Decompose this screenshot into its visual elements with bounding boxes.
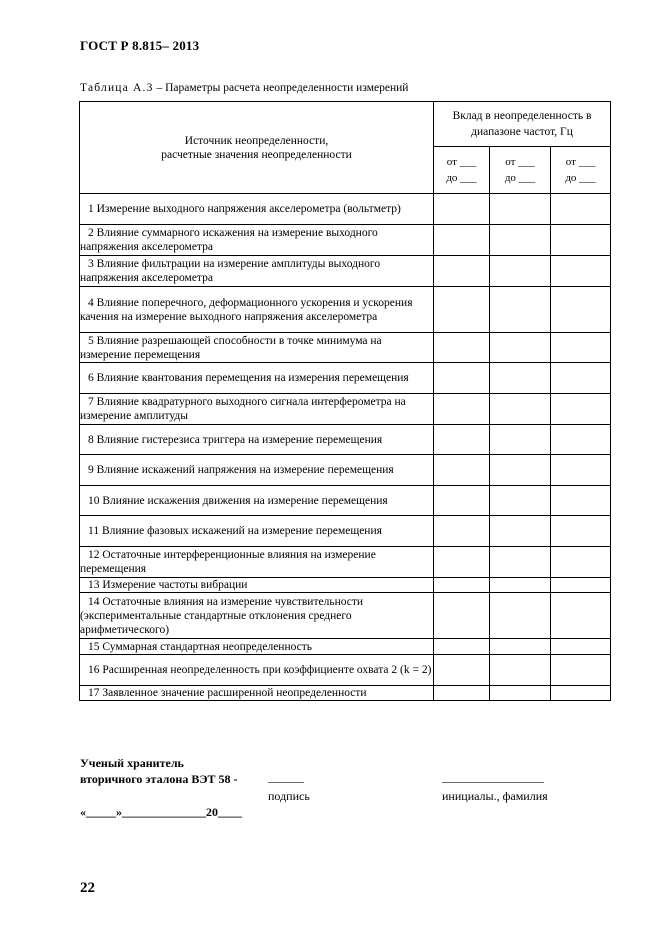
table-cell xyxy=(434,547,490,578)
table-cell xyxy=(490,547,551,578)
table-row: 4 Влияние поперечного, деформационного ускорения и ускорения качения на измерение выходного напряжения акселерометра xyxy=(80,287,434,333)
table-cell xyxy=(434,394,490,425)
signature-caption: подпись xyxy=(268,789,310,803)
table-cell xyxy=(434,455,490,486)
table-cell xyxy=(551,516,611,547)
table-cell xyxy=(434,516,490,547)
table-cell xyxy=(490,194,551,225)
initials-caption: инициалы., фамилия xyxy=(442,789,548,803)
table-row: 14 Остаточные влияния на измерение чувствительности (экспериментальные стандартные отклонения среднего арифметического) xyxy=(80,593,434,639)
table-cell xyxy=(490,333,551,363)
table-cell xyxy=(551,287,611,333)
table-cell xyxy=(434,655,490,686)
table-cell xyxy=(490,655,551,686)
table-row: 8 Влияние гистерезиса триггера на измерение перемещения xyxy=(80,425,434,455)
table-cell xyxy=(490,639,551,655)
table-caption-text: – Параметры расчета неопределенности измерений xyxy=(153,82,409,94)
table-cell xyxy=(434,686,490,701)
table-cell xyxy=(434,593,490,639)
table-row: 17 Заявленное значение расширенной неопределенности xyxy=(80,686,434,701)
table-cell xyxy=(551,593,611,639)
table-row: 3 Влияние фильтрации на измерение амплитуды выходного напряжения акселерометра xyxy=(80,256,434,287)
table-cell xyxy=(551,425,611,455)
table-caption xyxy=(80,82,408,94)
table-cell xyxy=(551,578,611,593)
table-row: 13 Измерение частоты вибрации xyxy=(80,578,434,593)
table-cell xyxy=(490,425,551,455)
table-cell xyxy=(551,194,611,225)
table-cell xyxy=(551,655,611,686)
table-cell xyxy=(490,256,551,287)
table-cell xyxy=(551,455,611,486)
table-cell xyxy=(490,686,551,701)
table-row: 2 Влияние суммарного искажения на измерение выходного напряжения акселерометра xyxy=(80,225,434,256)
table-row: 15 Суммарная стандартная неопределенность xyxy=(80,639,434,655)
signature-blank: ______ xyxy=(268,770,304,784)
table-cell xyxy=(551,225,611,256)
table-cell xyxy=(434,486,490,516)
uncertainty-table xyxy=(79,101,611,701)
table-cell xyxy=(551,547,611,578)
table-cell xyxy=(434,256,490,287)
table-row: 9 Влияние искажений напряжения на измерение перемещения xyxy=(80,455,434,486)
initials-blank: _________________ xyxy=(442,770,544,784)
table-row: 10 Влияние искажения движения на измерение перемещения xyxy=(80,486,434,516)
table-row: 1 Измерение выходного напряжения акселерометра (вольтметр) xyxy=(80,194,434,225)
table-cell xyxy=(490,363,551,394)
table-cell xyxy=(434,363,490,394)
table-cell xyxy=(490,394,551,425)
table-cell xyxy=(551,363,611,394)
table-cell xyxy=(490,516,551,547)
table-cell xyxy=(434,225,490,256)
table-row: 11 Влияние фазовых искажений на измерение перемещения xyxy=(80,516,434,547)
table-cell xyxy=(490,287,551,333)
table-cell xyxy=(490,225,551,256)
table-cell xyxy=(434,425,490,455)
col-header-source: Источник неопределенности, расчетные значения неопределенности xyxy=(80,102,434,194)
signature-role: вторичного эталона ВЭТ 58 - xyxy=(80,772,238,786)
document-header: ГОСТ Р 8.815– 2013 xyxy=(80,38,200,53)
table-cell xyxy=(434,194,490,225)
col-header-range-3: от ___ до ___ xyxy=(551,147,611,194)
table-cell xyxy=(551,639,611,655)
col-header-range-1: от ___ до ___ xyxy=(434,147,490,194)
table-row: 12 Остаточные интерференционные влияния на измерение перемещения xyxy=(80,547,434,578)
table-caption-label: Таблица А.3 xyxy=(80,82,154,94)
table-row: 7 Влияние квадратурного выходного сигнала интерферометра на измерение амплитуды xyxy=(80,394,434,425)
table-cell xyxy=(490,578,551,593)
table-row: 6 Влияние квантования перемещения на измерения перемещения xyxy=(80,363,434,394)
table-cell xyxy=(490,593,551,639)
table-cell xyxy=(551,486,611,516)
table-row: 16 Расширенная неопределенность при коэффициенте охвата 2 (k = 2) xyxy=(80,655,434,686)
col-header-contribution: Вклад в неопределенность в диапазоне частот, Гц xyxy=(434,102,611,147)
table-cell xyxy=(551,333,611,363)
table-cell xyxy=(551,686,611,701)
page-number: 22 xyxy=(80,880,95,896)
table-cell xyxy=(490,455,551,486)
table-cell xyxy=(490,486,551,516)
table-cell xyxy=(434,287,490,333)
date-field: «_____»______________20____ xyxy=(80,805,242,819)
table-cell xyxy=(434,639,490,655)
col-header-range-2: от ___ до ___ xyxy=(490,147,551,194)
table-cell xyxy=(551,394,611,425)
table-row: 5 Влияние разрешающей способности в точке минимума на измерение перемещения xyxy=(80,333,434,363)
table-cell xyxy=(434,578,490,593)
signature-title: Ученый хранитель xyxy=(80,756,184,770)
table-cell xyxy=(551,256,611,287)
table-cell xyxy=(434,333,490,363)
